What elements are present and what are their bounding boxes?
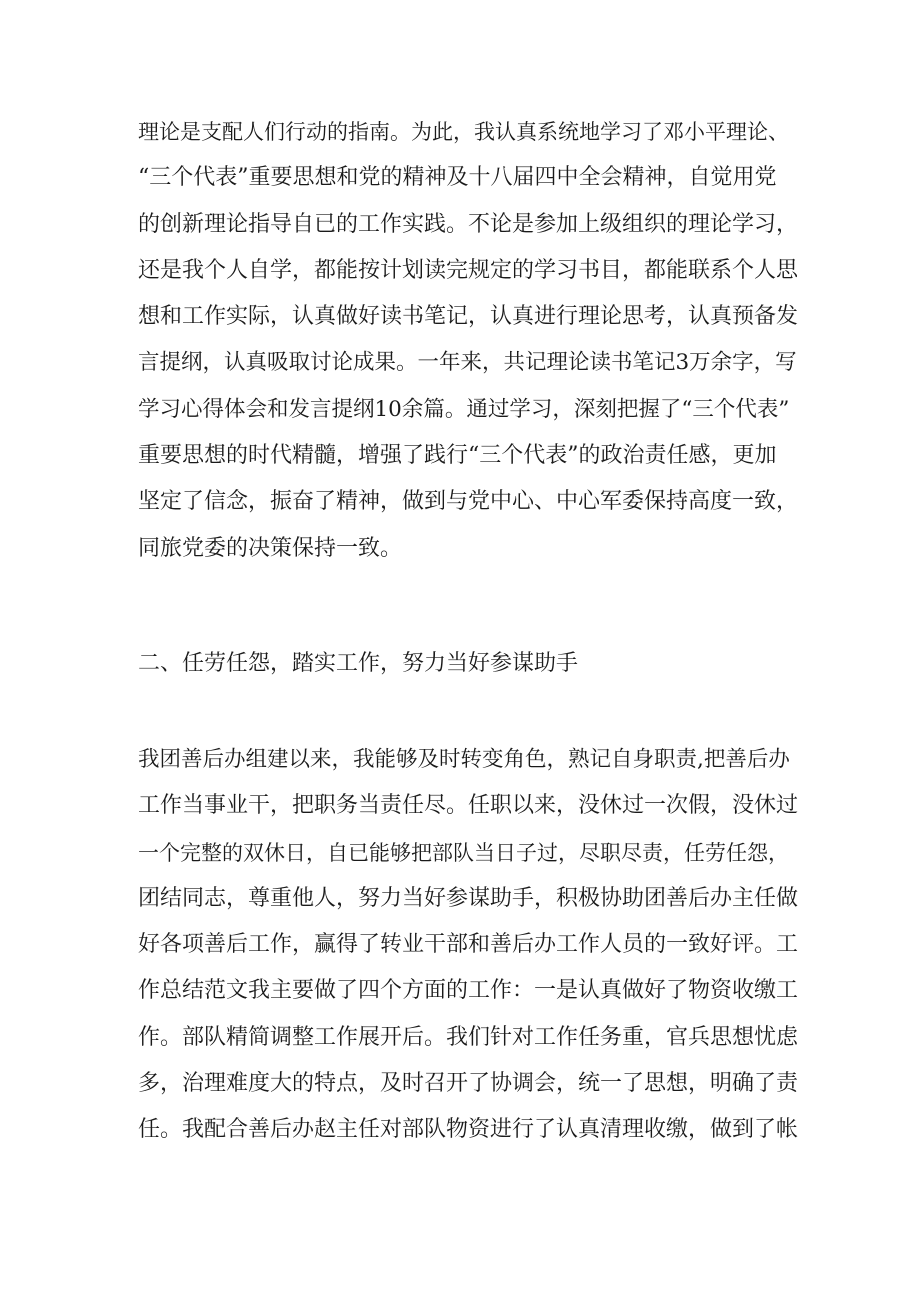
text-line: 作。部队精简调整工作展开后。我们针对工作任务重，官兵思想忧虑 [138, 1024, 799, 1050]
text-line: 重要思想的时代精髓，增强了践行“三个代表”的政治责任感，更加 [138, 443, 777, 469]
text-line: 任。我配合善后办赵主任对部队物资进行了认真清理收缴，做到了帐 [138, 1117, 799, 1143]
text-line: 想和工作实际，认真做好读书笔记，认真进行理论思考，认真预备发 [138, 304, 799, 330]
text-line: 的创新理论指导自已的工作实践。不论是参加上级组织的理论学习， [138, 211, 799, 237]
text-line: 作总结范文我主要做了四个方面的工作：一是认真做好了物资收缴工 [138, 978, 799, 1004]
text-line: 一个完整的双休日，自已能够把部队当日子过，尽职尽责，任劳任怨， [138, 840, 789, 865]
text-line: 还是我个人自学，都能按计划读完规定的学习书目，都能联系个人思 [138, 257, 799, 283]
section-heading-text: 二、任劳任怨，踏实工作，努力当好参谋助手 [138, 651, 579, 676]
text-line: 坚定了信念，振奋了精神，做到与党中心、中心军委保持高度一致， [138, 489, 799, 515]
paragraph-aftercare-work [138, 737, 798, 1154]
text-line: 多，治理难度大的特点，及时召开了协调会，统一了思想，明确了责 [138, 1071, 799, 1097]
text-line: 学习心得体会和发言提纲10余篇。通过学习，深刻把握了“三个代表” [138, 396, 790, 422]
text-line: 好各项善后工作，赢得了转业干部和善后办工作人员的一致好评。工 [138, 932, 799, 958]
text-line: 工作当事业干，把职务当责任尽。任职以来，没休过一次假，没休过 [138, 793, 799, 819]
text-line: 言提纲，认真吸取讨论成果。一年来，共记理论读书笔记3万余字，写 [138, 350, 797, 376]
paragraph-theory-study [138, 109, 798, 572]
text-line: “三个代表”重要思想和党的精神及十八届四中全会精神，自觉用党 [138, 165, 777, 191]
text-line: 同旅党委的决策保持一致。 [138, 535, 403, 561]
text-line: 我团善后办组建以来，我能够及时转变角色，熟记自身职责,把善后办 [138, 747, 790, 772]
text-line: 团结同志，尊重他人，努力当好参谋助手，积极协助团善后办主任做 [138, 885, 799, 911]
text-line: 理论是支配人们行动的指南。为此，我认真系统地学习了邓小平理论、 [138, 120, 789, 144]
section-heading [138, 641, 798, 687]
